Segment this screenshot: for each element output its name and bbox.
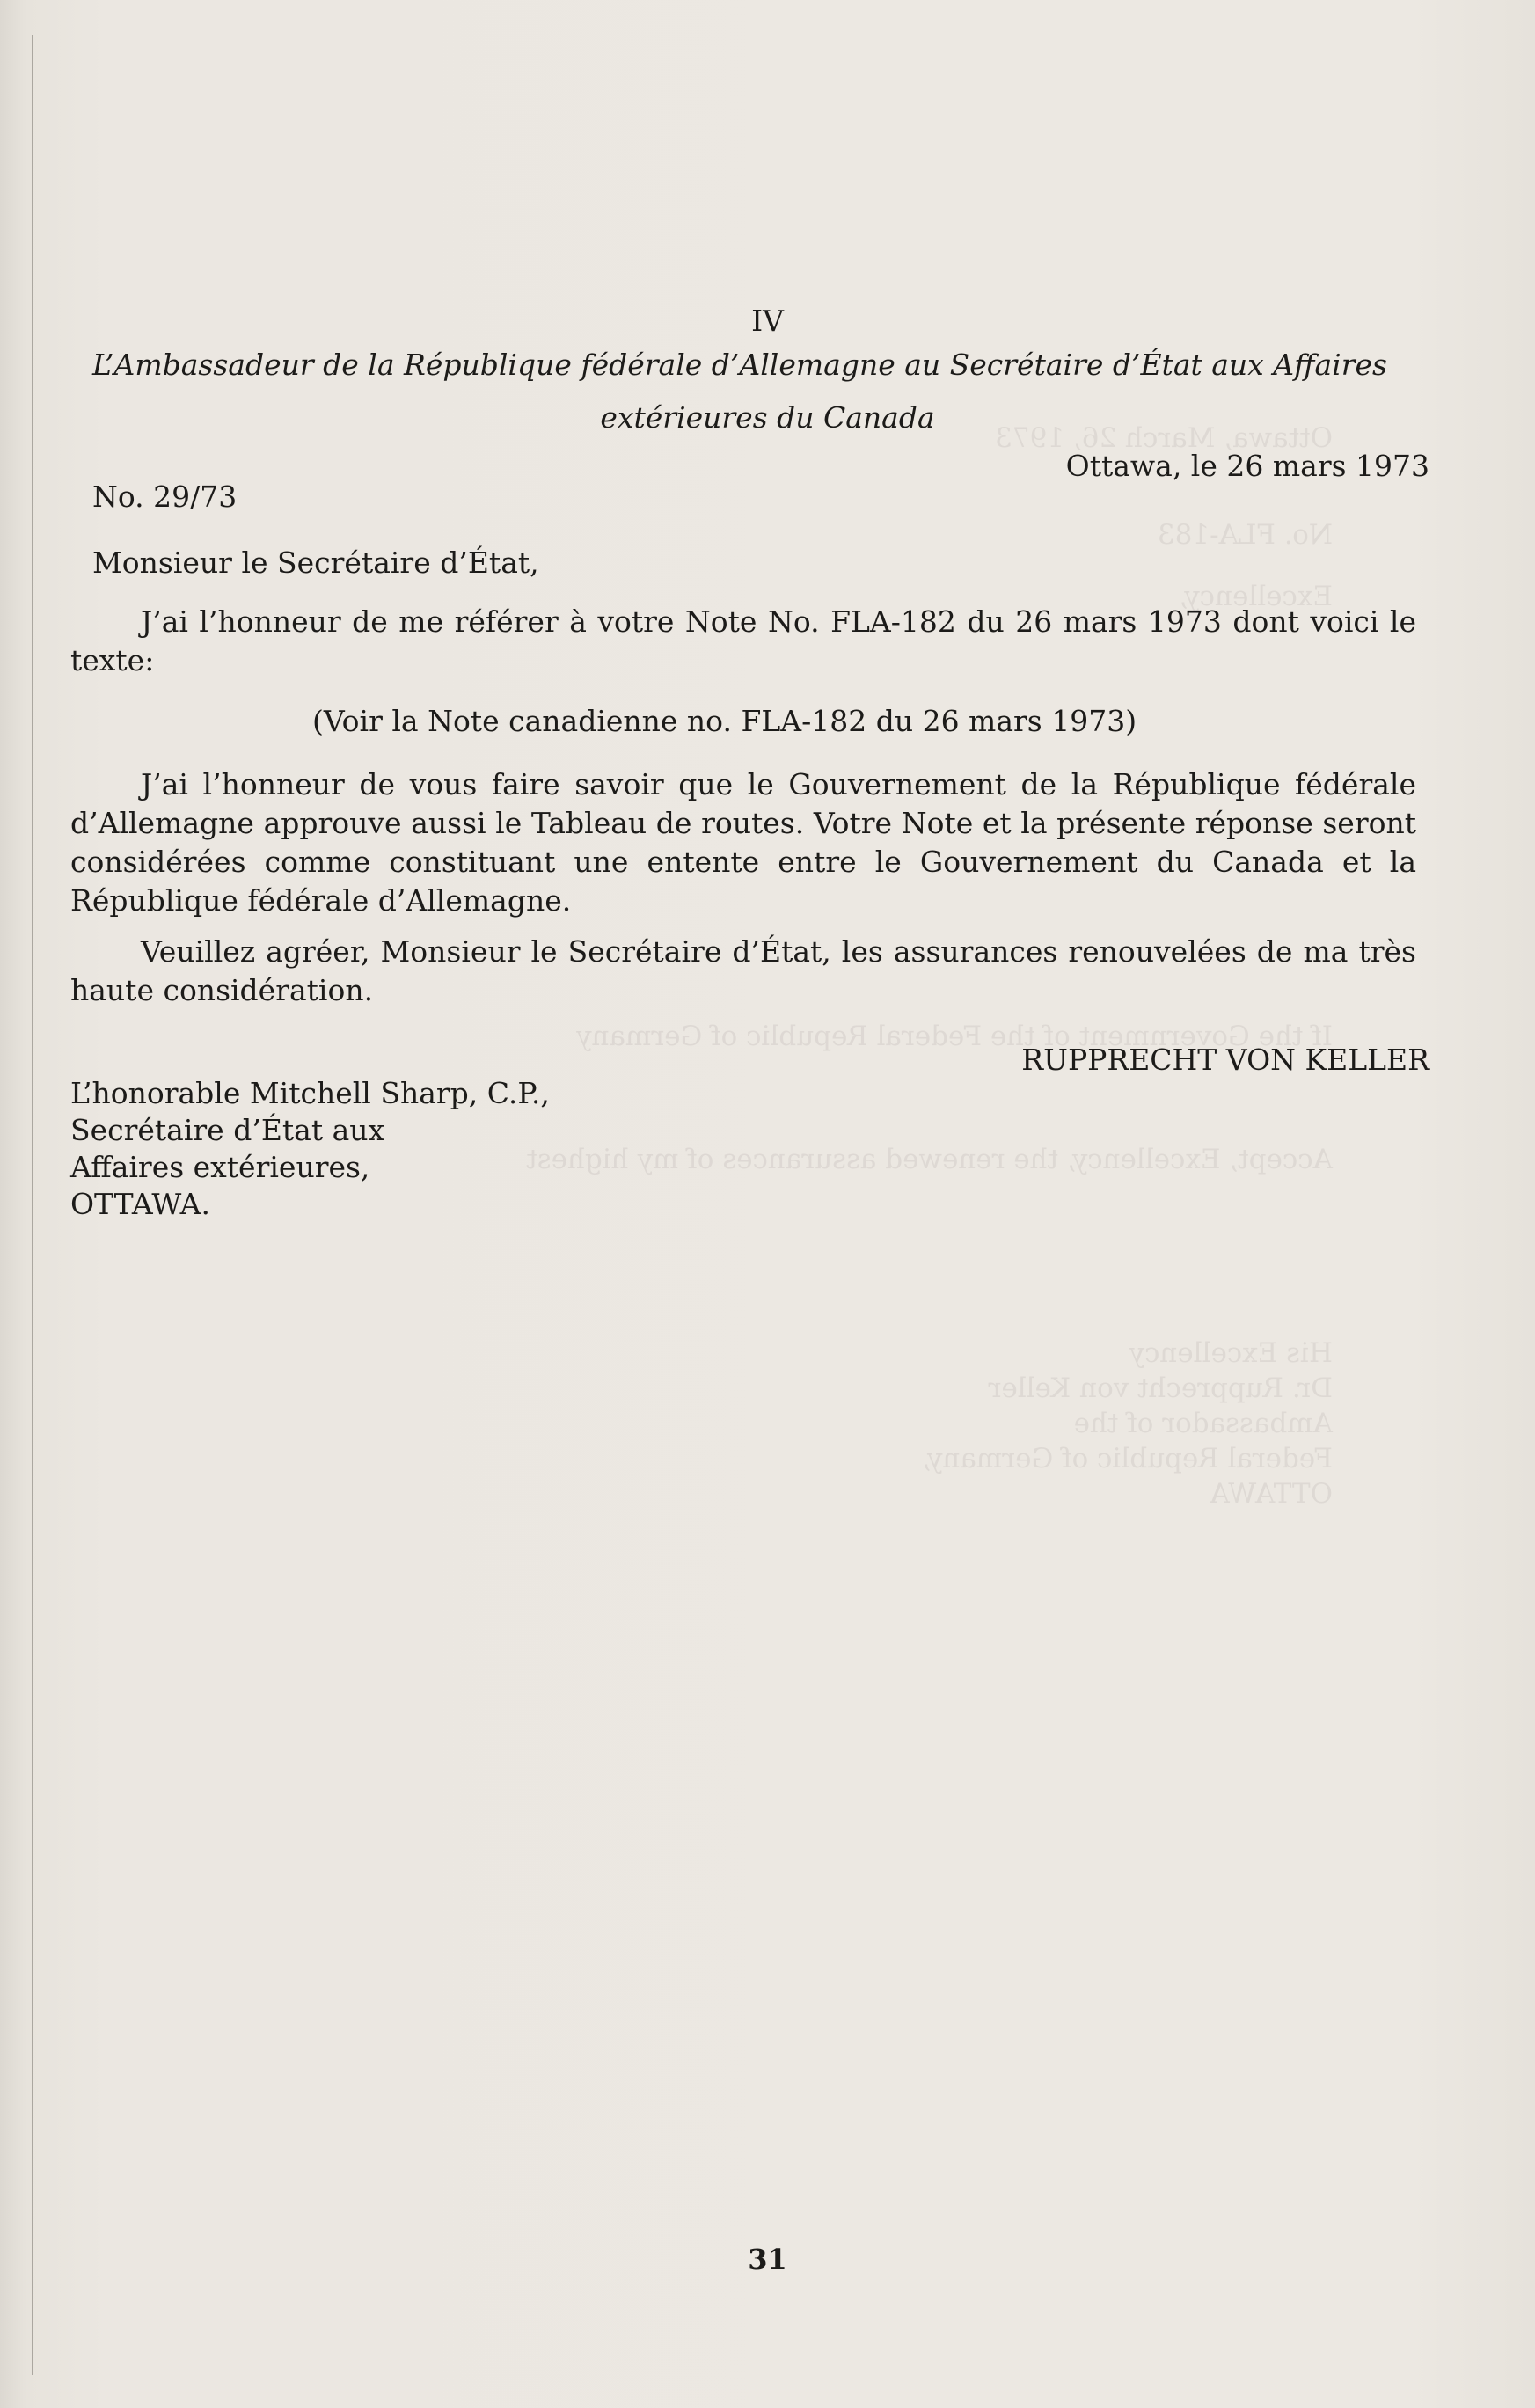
note-number: No. 29/73 (92, 479, 238, 514)
addressee-line: L’honorable Mitchell Sharp, C.P., (70, 1076, 550, 1110)
section-heading: IV (751, 304, 784, 338)
salutation: Monsieur le Secrétaire d’État, (92, 545, 539, 580)
paragraph-closing (70, 933, 1416, 1010)
paragraph-3-text: Veuillez agréer, Monsieur le Secrétaire d’État, les assurances renouvelées de ma très haute considération. (70, 934, 1416, 1007)
letter-title-line-2: extérieures du Canada (600, 400, 935, 435)
addressee-line: Secrétaire d’État aux (70, 1113, 385, 1147)
signature: RUPPRECHT VON KELLER (1021, 1043, 1429, 1077)
quoted-reference: (Voir la Note canadienne no. FLA-182 du 26 mars 1973) (312, 704, 1137, 738)
addressee-line: Affaires extérieures, (70, 1150, 370, 1184)
paragraph-1-text: J’ai l’honneur de me référer à votre Note No. FLA-182 du 26 mars 1973 dont voici le texte: (70, 604, 1416, 677)
addressee-block (70, 1075, 550, 1223)
letter-title-line-1: L’Ambassadeur de la République fédérale d’Allemagne au Secrétaire d’État aux Affaires (92, 348, 1387, 382)
place-date: Ottawa, le 26 mars 1973 (1065, 449, 1429, 483)
bleed-through: Ottawa, March 26, 1973 No. FLA-183 Excellency, If the Government of the Federal Republic of Germany Accept, Excellency, the renewed assurances of my highest His Excellency Dr. Rupprecht von Keller Ambassador of the Federal Republic of Germany, OTTAWA (526, 422, 1333, 1510)
addressee-line: OTTAWA. (70, 1187, 210, 1221)
page-number: 31 (748, 2243, 787, 2276)
paragraph-reference (70, 603, 1416, 680)
paragraph-approval (70, 765, 1416, 920)
paragraph-2-text: J’ai l’honneur de vous faire savoir que le Gouvernement de la République fédérale d’Allemagne approuve aussi le Tableau de routes. Votre Note et la présente réponse seront considérées comme constituant une entente entre le Gouvernement du Canada et la République fédérale d’Allemagne. (70, 767, 1416, 918)
